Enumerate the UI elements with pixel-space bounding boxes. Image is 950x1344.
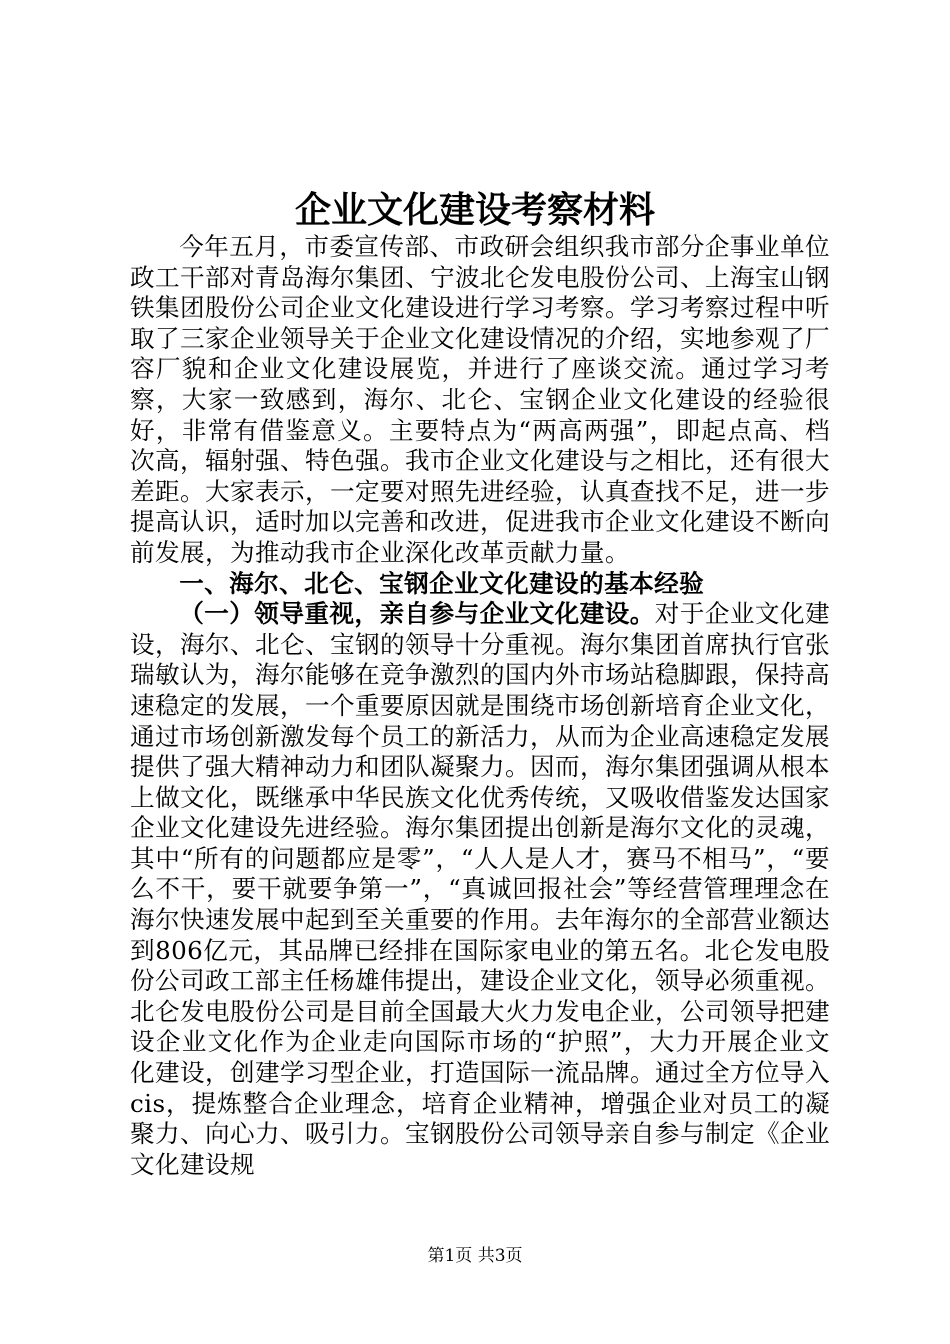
section-heading: 一、海尔、北仑、宝钢企业文化建设的基本经验 [179, 568, 705, 598]
subsection-heading: （一）领导重视，亲自参与企业文化建设。 [179, 599, 655, 629]
document-body [130, 232, 830, 1180]
intro-paragraph: 今年五月，市委宣传部、市政研会组织我市部分企事业单位政工干部对青岛海尔集团、宁波北仑发电股份公司、上海宝山钢铁集团股份公司企业文化建设进行学习考察。学习考察过程中听取了三家企业领导关于企业文化建设情况的介绍，实地参观了厂容厂貌和企业文化建设展览，并进行了座谈交流。通过学习考察，大家一致感到，海尔、北仑、宝钢企业文化建设的经验很好，非常有借鉴意义。主要特点为“两高两强”，即起点高、档次高，辐射强、特色强。我市企业文化建设与之相比，还有很大差距。大家表示，一定要对照先进经验，认真查找不足，进一步提高认识，适时加以完善和改进，促进我市企业文化建设不断向前发展，为推动我市企业深化改革贡献力量。 [130, 232, 830, 567]
subsection-text: 对于企业文化建设，海尔、北仑、宝钢的领导十分重视。海尔集团首席执行官张瑞敏认为，海尔能够在竞争激烈的国内外市场站稳脚跟，保持高速稳定的发展，一个重要原因就是围绕市场创新培育企业文化，通过市场创新激发每个员工的新活力，从而为企业高速稳定发展提供了强大精神动力和团队凝聚力。因而，海尔集团强调从根本上做文化，既继承中华民族文化优秀传统，又吸收借鉴发达国家企业文化建设先进经验。海尔集团提出创新是海尔文化的灵魂，其中“所有的问题都应是零”，“人人是人才，赛马不相马”，“要么不干，要干就要争第一”，“真诚回报社会”等经营管理理念在海尔快速发展中起到至关重要的作用。去年海尔的全部营业额达到806亿元，其品牌已经排在国际家电业的第五名。北仑发电股份公司政工部主任杨雄伟提出，建设企业文化，领导必须重视。北仑发电股份公司是目前全国最大火力发电企业，公司领导把建设企业文化作为企业走向国际市场的“护照”，大力开展企业文化建设，创建学习型企业，打造国际一流品牌。通过全方位导入cis，提炼整合企业理念，培育企业精神，增强企业对员工的凝聚力、向心力、吸引力。宝钢股份公司领导亲自参与制定《企业文化建设规 [130, 599, 830, 1179]
document-title: 企业文化建设考察材料 [294, 189, 655, 231]
page-footer: 第1页 共3页 [427, 1246, 523, 1266]
subsection-paragraph [130, 599, 830, 1180]
